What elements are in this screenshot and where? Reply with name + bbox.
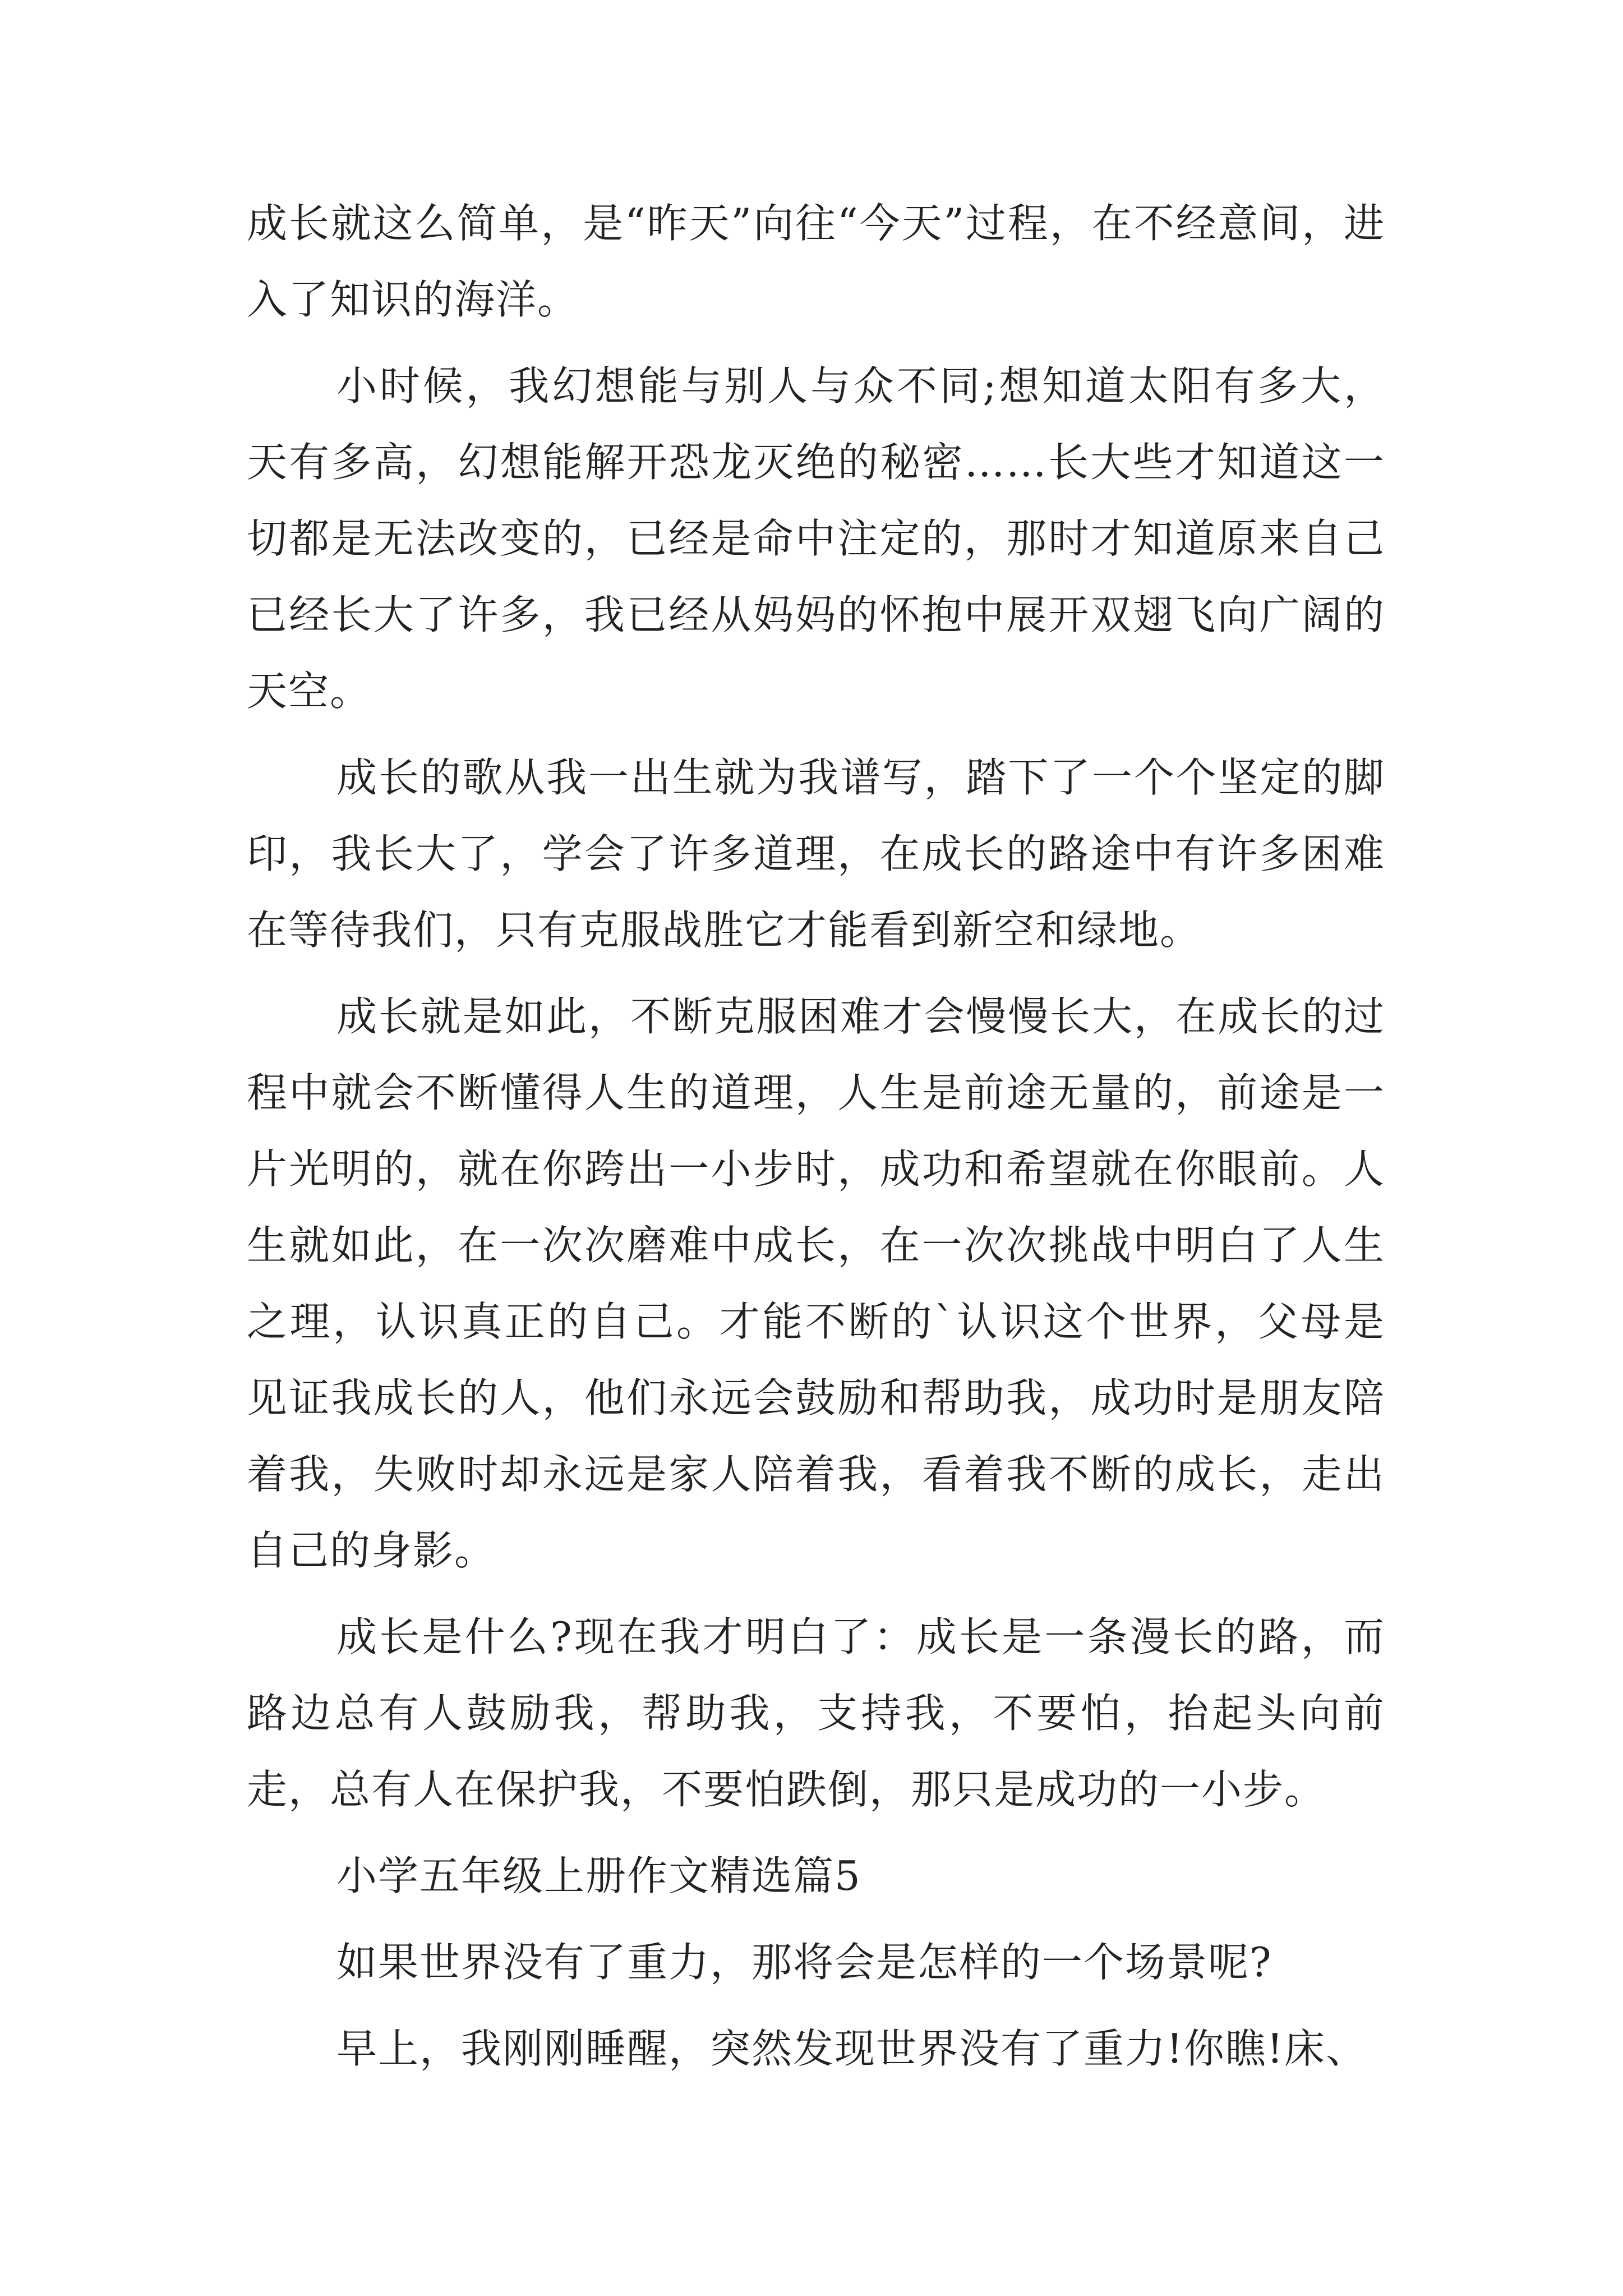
paragraph-5: 成长是什么?现在我才明白了：成长是一条漫长的路，而路边总有人鼓励我，帮助我，支持我，不要怕，抬起头向前走，总有人在保护我，不要怕跌倒，那只是成功的一小步。 bbox=[247, 1613, 1385, 1813]
section-heading: 小学五年级上册作文精选篇5 bbox=[336, 1852, 861, 1899]
paragraph-1: 成长就这么简单，是“昨天”向往“今天”过程，在不经意间，进入了知识的海洋。 bbox=[247, 200, 1385, 323]
paragraph-6: 如果世界没有了重力，那将会是怎样的一个场景呢? bbox=[336, 1939, 1272, 1986]
paragraph-7: 早上，我刚刚睡醒，突然发现世界没有了重力!你瞧!床、 bbox=[336, 2025, 1367, 2072]
paragraph-3: 成长的歌从我一出生就为我谱写，踏下了一个个坚定的脚印，我长大了，学会了许多道理，在成长的路途中有许多困难在等待我们，只有克服战胜它才能看到新空和绿地。 bbox=[247, 754, 1385, 954]
paragraph-2: 小时候，我幻想能与别人与众不同;想知道太阳有多大，天有多高，幻想能解开恐龙灭绝的秘密……长大些才知道这一切都是无法改变的，已经是命中注定的，那时才知道原来自己已经长大了许多，我已经从妈妈的怀抱中展开双翅飞向广阔的天空。 bbox=[247, 362, 1385, 715]
paragraph-4: 成长就是如此，不断克服困难才会慢慢长大，在成长的过程中就会不断懂得人生的道理，人生是前途无量的，前途是一片光明的，就在你跨出一小步时，成功和希望就在你眼前。人生就如此，在一次次磨难中成长，在一次次挑战中明白了人生之理，认识真正的自己。才能不断的`认识这个世界，父母是见证我成长的人，他们永远会鼓励和帮助我，成功时是朋友陪着我，失败时却永远是家人陪着我，看着我不断的成长，走出自己的身影。 bbox=[247, 993, 1385, 1574]
document-body bbox=[247, 185, 1385, 2097]
